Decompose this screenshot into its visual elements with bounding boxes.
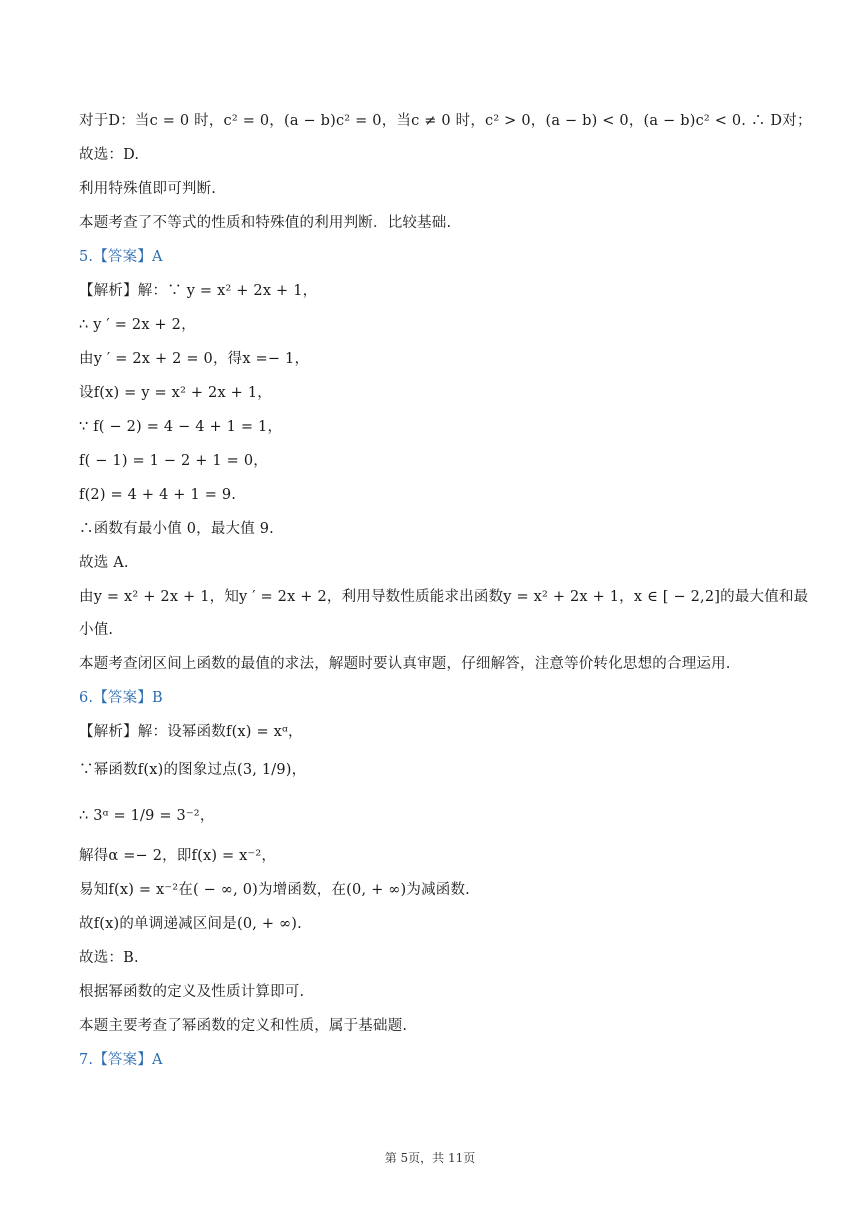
- text-line: 故选：B.: [79, 950, 139, 966]
- answer-heading: 7.【答案】A: [79, 1052, 163, 1068]
- text-line: 由y ′ = 2x + 2 = 0，得x =− 1，: [79, 351, 310, 367]
- text-line: 故选 A.: [79, 555, 129, 571]
- text-line: 由y = x² + 2x + 1，知y ′ = 2x + 2，利用导数性质能求出函数y = x² + 2x + 1，x ∈ [ − 2,2]的最大值和最: [79, 589, 809, 605]
- text-line: ∴ y ′ = 2x + 2，: [79, 317, 196, 333]
- text-line: 故选：D.: [79, 147, 140, 163]
- text-line: ∴函数有最小值 0，最大值 9.: [79, 521, 274, 537]
- text-line: ∵ f( − 2) = 4 − 4 + 1 = 1，: [79, 419, 283, 435]
- text-line: 对于D：当c = 0 时，c² = 0，(a − b)c² = 0，当c ≠ 0 时，c² > 0，(a − b) < 0，(a − b)c² < 0. ∴ D对；: [79, 113, 812, 129]
- text-line: 易知f(x) = x⁻²在( − ∞, 0)为增函数，在(0, + ∞)为减函数.: [79, 882, 470, 898]
- text-line: 本题考查了不等式的性质和特殊值的利用判断．比较基础.: [79, 215, 452, 231]
- text-line: ∵幂函数f(x)的图象过点(3, 1/9)，: [79, 762, 307, 778]
- text-line: 【解析】解：设幂函数f(x) = xᵅ，: [79, 724, 303, 740]
- text-line: 解得α =− 2，即f(x) = x⁻²，: [79, 848, 277, 864]
- text-line: 利用特殊值即可判断.: [79, 181, 217, 197]
- page-footer: 第 5页，共 11页: [384, 1151, 476, 1165]
- text-line: 小值.: [79, 622, 114, 638]
- answer-heading: 6.【答案】B: [79, 690, 163, 706]
- text-line: 设f(x) = y = x² + 2x + 1，: [79, 385, 272, 401]
- text-line: 【解析】解：∵ y = x² + 2x + 1，: [79, 283, 318, 299]
- text-line: 本题主要考查了幂函数的定义和性质，属于基础题.: [79, 1018, 408, 1034]
- text-line: f(2) = 4 + 4 + 1 = 9.: [79, 487, 237, 503]
- text-line: f( − 1) = 1 − 2 + 1 = 0，: [79, 453, 268, 469]
- text-line: ∴ 3ᵅ = 1/9 = 3⁻²，: [79, 808, 215, 824]
- text-line: 故f(x)的单调递减区间是(0, + ∞).: [79, 916, 302, 932]
- answer-heading: 5.【答案】A: [79, 249, 163, 265]
- text-line: 本题考查闭区间上函数的最值的求法，解题时要认真审题，仔细解答，注意等价转化思想的合理运用.: [79, 656, 731, 672]
- text-line: 根据幂函数的定义及性质计算即可.: [79, 984, 305, 1000]
